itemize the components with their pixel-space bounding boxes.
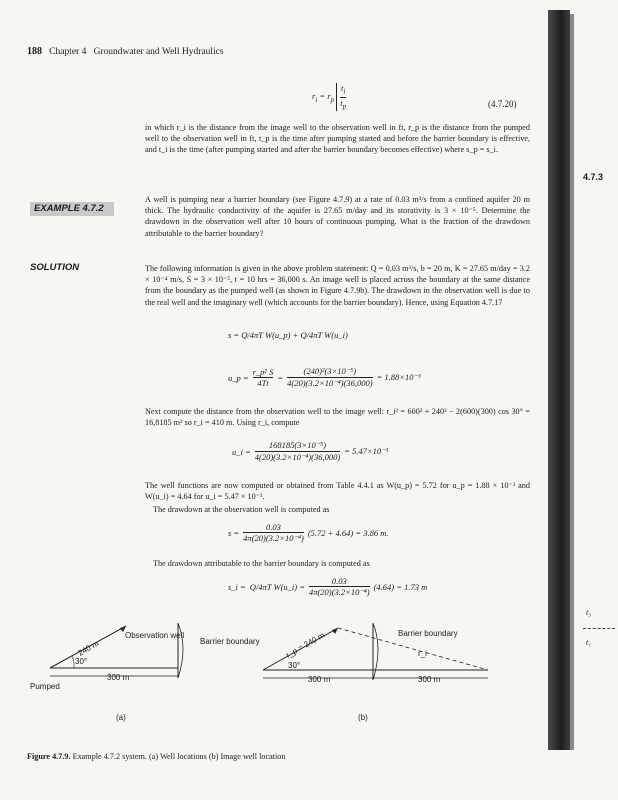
rp-label: r_p = 240 m <box>284 630 327 660</box>
angle-b: 30° <box>288 661 301 670</box>
example-text: A well is pumping near a barrier boundary (see Figure 4.7.9) at a rate of 0.03 m³/s from a confined aquifer 20 m thick. The hydraulic conductivity of the aquifer is 27.65 m/day and its storativity is 3 × 10⁻⁵. Determine the drawdown in the observation well after 10 hours of continuous pumping. What is the fraction of the drawdown attributable to the barrier boundary? <box>145 195 530 238</box>
equation-total-drawdown: s = $\frac{0.03}{\text{4π(20)(3.2×10⁻⁴)}}$ (5.72 + 4.64) = 3.86 m. <box>228 522 389 543</box>
solution-para-3: The well functions are now computed or obtained from Table 4.4.1 as W(u_p) = 5.72 for u_p = 1.88 × 10⁻³ and W(u_i) = 4.64 for u_i = 5.47 × 10⁻³. <box>145 481 530 502</box>
side-dashed-line <box>583 628 615 629</box>
figure-b-label: (b) <box>358 713 368 722</box>
solution-para-4: The drawdown at the observation well is computed as <box>153 505 330 514</box>
angle-a: 30° <box>75 657 88 666</box>
distance-300-b1: 300 m <box>308 675 331 684</box>
distance-240-a: 240 m <box>76 638 101 658</box>
intro-paragraph: in which r_i is the distance from the image well to the observation well in ft, r_p is the distance from the pumped well to the observation well in ft, t_p is the time after pumping started and before the barrier boundary is effective, and t_i is the time (after pumping started and after the barrier boundary becomes effective) where s_p = s_i. <box>145 123 530 155</box>
equation-up: u_p = $\frac{\text{r\_p² S}}{4Tt}$ = $\frac{\text{(240)²(3×10⁻⁵)}}{\text{4(20)(3.2×10⁻⁴)(36,000)}}$ = 1.88×10⁻³ <box>228 366 421 388</box>
figure-caption: Figure 4.7.9. Example 4.7.2 system. (a) Well locations (b) Image well location <box>27 752 286 761</box>
solution-tag: SOLUTION <box>30 262 80 273</box>
page-number: 188 <box>27 46 42 57</box>
ri-label: r_i <box>418 649 427 658</box>
side-section-number: 4.7.3 <box>583 172 604 182</box>
distance-300-b2: 300 m <box>418 675 441 684</box>
pumped-label: Pumped <box>30 682 60 691</box>
barrier-label-b: Barrier boundary <box>398 629 458 638</box>
side-t1: t₁ <box>586 638 592 647</box>
figure-a <box>28 618 268 728</box>
page-header <box>27 46 224 57</box>
book-spine-edge <box>570 14 574 750</box>
figure-a-label: (a) <box>116 713 126 722</box>
equation-number: (4.7.20) <box>488 99 517 109</box>
equation-barrier-drawdown: s_i = Q/4πT W(u_i) = $\frac{0.03}{\text{4π(20)(3.2×10⁻⁴)}}$ (4.64) = 1.73 m <box>228 576 428 597</box>
barrier-label-a: Barrier boundary <box>200 637 260 646</box>
book-spine <box>548 10 570 750</box>
figure-b <box>258 618 493 728</box>
side-t3: t₃ <box>586 608 592 617</box>
equation-4-7-20: $r_i = r_p$ $\frac{t_i}{t_p}$ <box>312 83 347 111</box>
chapter-title: Groundwater and Well Hydraulics <box>93 47 224 57</box>
equation-drawdown: s = Q/4πT W(u_p) + Q/4πT W(u_i) <box>228 330 348 340</box>
distance-300-a: 300 m <box>107 673 130 682</box>
chapter-label: Chapter 4 <box>49 47 87 57</box>
solution-para-1: The following information is given in the above problem statement: Q = 0.03 m³/s, b = 20 m, K = 27.65 m/day = 3.2 × 10⁻⁴ m/s, S = 3 × 10⁻⁵, t = 10 hrs = 36,000 s. An image well is placed across the boundary at the same distance from the boundary as the pumped well (as shown in Figure 4.7.9b). The drawdown in the observation well is due to the real well and the imaginary well (which accounts for the barrier boundary). Hence, using Equation 4.7.17 <box>145 264 530 307</box>
observation-well-label: Observation well <box>125 631 185 640</box>
solution-para-2: Next compute the distance from the observation well to the image well: r_i² = 600² + 240² − 2(600)(300) cos 30° = 16,8185 m² so r_i = 410 m. Using r_i, compute <box>145 407 530 428</box>
example-tag: EXAMPLE 4.7.2 <box>30 202 114 216</box>
solution-para-5: The drawdown attributable to the barrier boundary is computed as <box>153 559 370 568</box>
equation-ui: u_i = $\frac{\text{168185(3×10⁻⁵)}}{\text{4(20)(3.2×10⁻⁴)(36,000)}}$ = 5.47×10⁻³ <box>232 440 389 462</box>
